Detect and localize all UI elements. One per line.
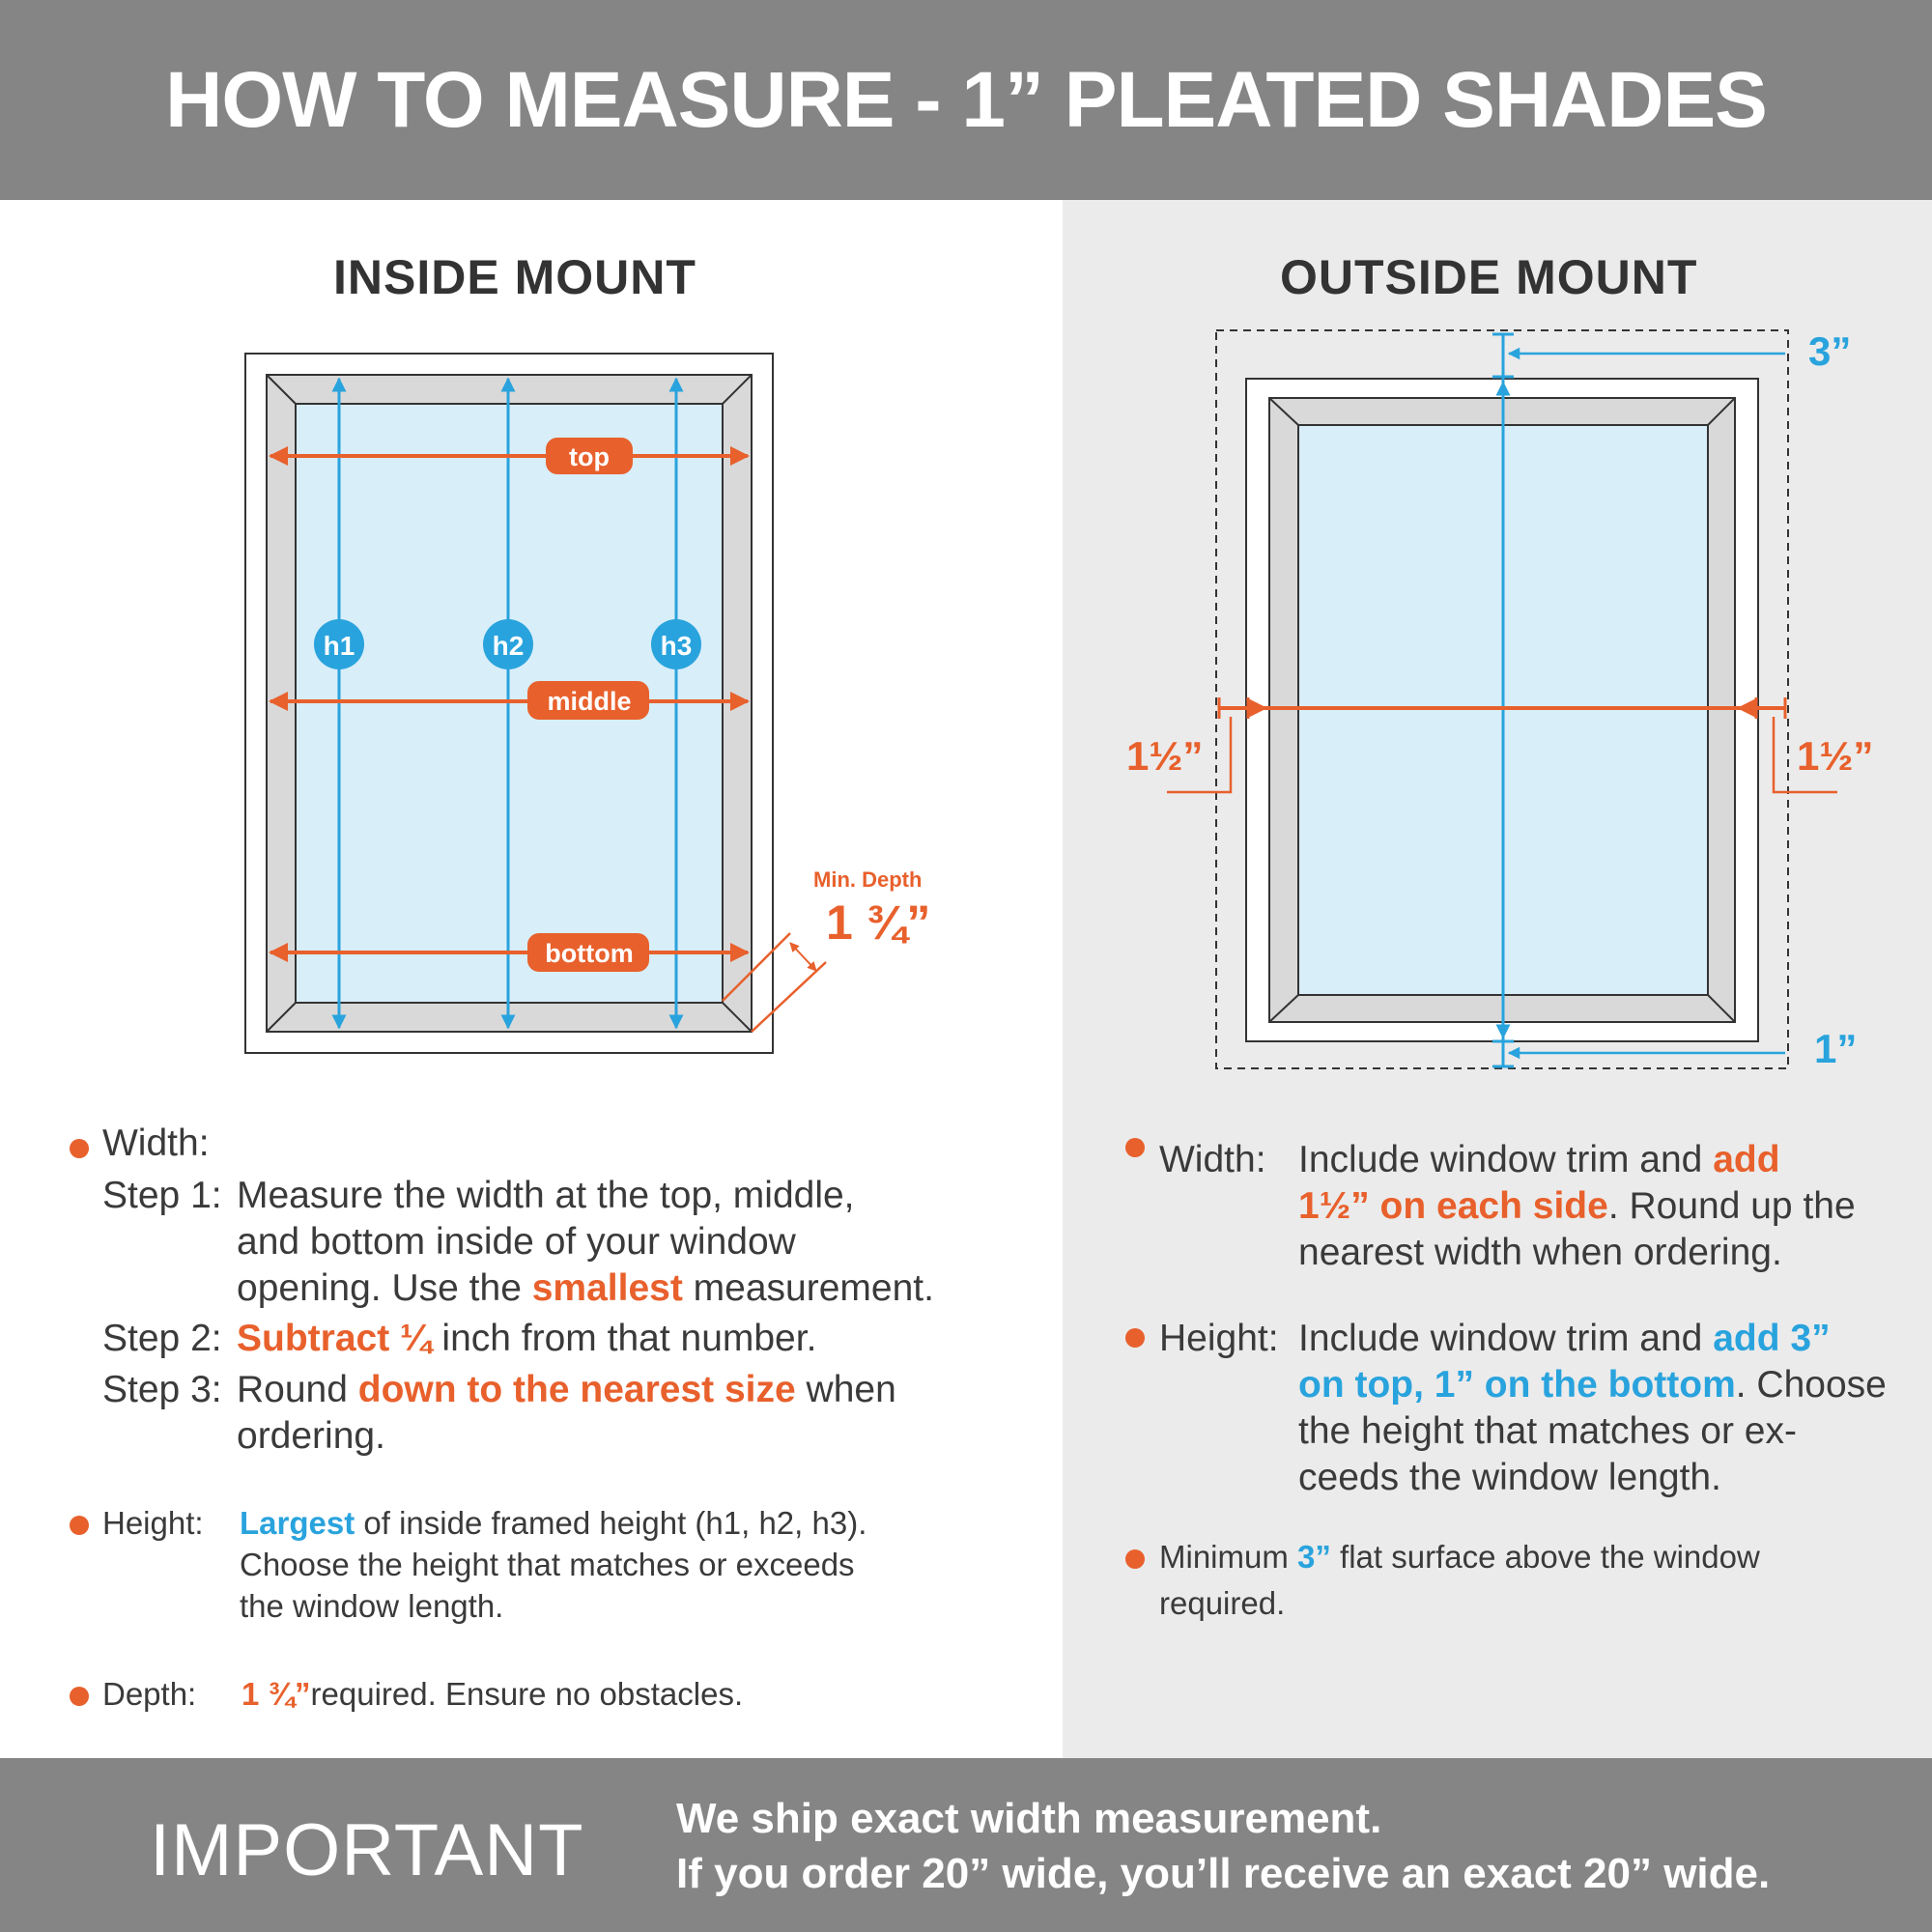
inside-height-line1-post: of inside framed height (h1, h2, h3). <box>355 1505 867 1541</box>
left-add-label: 1½” <box>1126 733 1204 779</box>
bullet-icon <box>70 1687 89 1706</box>
inside-height-line2: Choose the height that matches or exceeds <box>240 1547 855 1582</box>
bullet-icon <box>1125 1549 1145 1569</box>
each-side-emphasis: 1½” on each side <box>1298 1185 1608 1227</box>
outside-height-line3: the height that matches or ex- <box>1298 1410 1797 1452</box>
add-emphasis: add <box>1713 1139 1780 1180</box>
step3-post: when <box>795 1369 896 1410</box>
bottom-add-label: 1” <box>1814 1026 1858 1071</box>
depth-value: 1 ¾” <box>826 895 931 950</box>
top-bottom-emphasis: on top, 1” on the bottom <box>1298 1364 1736 1406</box>
inside-width-label: Width: <box>102 1122 210 1164</box>
bullet-icon <box>70 1516 89 1535</box>
depth-emphasis: 1 ¾” <box>242 1676 311 1712</box>
round-down-emphasis: down to the nearest size <box>357 1369 796 1410</box>
outside-width-label: Width: <box>1159 1139 1266 1180</box>
largest-emphasis: Largest <box>240 1505 355 1541</box>
outside-width-line1 <box>1298 1137 1780 1183</box>
inside-height-label: Height: <box>102 1505 204 1541</box>
h2-label: h2 <box>492 631 525 661</box>
step3-pre: Round <box>237 1369 358 1410</box>
bullet-icon <box>1125 1328 1145 1348</box>
inside-height-line1 <box>240 1502 867 1545</box>
outside-width-line1-pre: Include window trim and <box>1298 1139 1714 1180</box>
step1-line3-post: measurement. <box>682 1267 934 1309</box>
step1-line3 <box>237 1265 934 1312</box>
page-title: HOW TO MEASURE - 1” PLEATED SHADES <box>165 55 1767 144</box>
subtract-emphasis: Subtract ¼ <box>237 1318 432 1359</box>
outside-minimum-line2: required. <box>1159 1585 1286 1621</box>
outside-width-line2 <box>1298 1183 1856 1230</box>
inside-depth-label: Depth: <box>102 1676 197 1712</box>
step2-label: Step 2: <box>102 1318 222 1359</box>
h3-label: h3 <box>660 631 693 661</box>
outside-minimum-line1 <box>1159 1536 1760 1578</box>
inside-mount-heading: INSIDE MOUNT <box>333 250 696 304</box>
outside-height-line2-post: . Choose <box>1735 1364 1887 1406</box>
step3-text <box>237 1367 896 1413</box>
bullet-icon <box>70 1139 89 1158</box>
footer-line2: If you order 20” wide, you’ll receive an exact 20” wide. <box>676 1850 1771 1897</box>
minimum-pre: Minimum <box>1159 1539 1298 1575</box>
outside-height-line1 <box>1298 1316 1831 1362</box>
step1-label: Step 1: <box>102 1175 222 1216</box>
middle-label: middle <box>547 687 632 716</box>
min-depth-label: Min. Depth <box>813 867 923 892</box>
step2-post: inch from that number. <box>431 1318 817 1359</box>
bottom-label: bottom <box>545 939 634 968</box>
outside-width-line2-post: . Round up the <box>1607 1185 1856 1227</box>
step1-line2: and bottom inside of your window <box>237 1221 796 1263</box>
h1-label: h1 <box>323 631 355 661</box>
important-label: IMPORTANT <box>150 1809 584 1891</box>
outside-width-line3: nearest width when ordering. <box>1298 1232 1782 1273</box>
bullet-icon <box>1125 1138 1145 1157</box>
inside-depth-post: required. Ensure no obstacles. <box>310 1676 744 1712</box>
smallest-emphasis: smallest <box>531 1267 683 1309</box>
outside-mount-heading: OUTSIDE MOUNT <box>1280 250 1698 304</box>
inside-depth-text <box>242 1673 743 1716</box>
outside-height-line2 <box>1298 1362 1887 1408</box>
footer-line1: We ship exact width measurement. <box>676 1795 1382 1842</box>
step2-text <box>237 1316 816 1362</box>
right-add-label: 1½” <box>1797 733 1874 779</box>
minimum-post: flat surface above the window <box>1330 1539 1760 1575</box>
step3-line2: ordering. <box>237 1415 385 1457</box>
top-add-label: 3” <box>1808 328 1852 374</box>
minimum-3-emphasis: 3” <box>1297 1539 1331 1575</box>
add-3-emphasis: add 3” <box>1713 1318 1831 1359</box>
step1-line1: Measure the width at the top, middle, <box>237 1175 855 1216</box>
inside-height-line3: the window length. <box>240 1588 504 1624</box>
step3-label: Step 3: <box>102 1369 222 1410</box>
top-label: top <box>569 442 610 471</box>
step1-line3-pre: opening. Use the <box>237 1267 532 1309</box>
outside-height-line1-pre: Include window trim and <box>1298 1318 1714 1359</box>
outside-height-line4: ceeds the window length. <box>1298 1457 1721 1498</box>
outside-height-label: Height: <box>1159 1318 1279 1359</box>
important-footer <box>0 1758 1932 1932</box>
